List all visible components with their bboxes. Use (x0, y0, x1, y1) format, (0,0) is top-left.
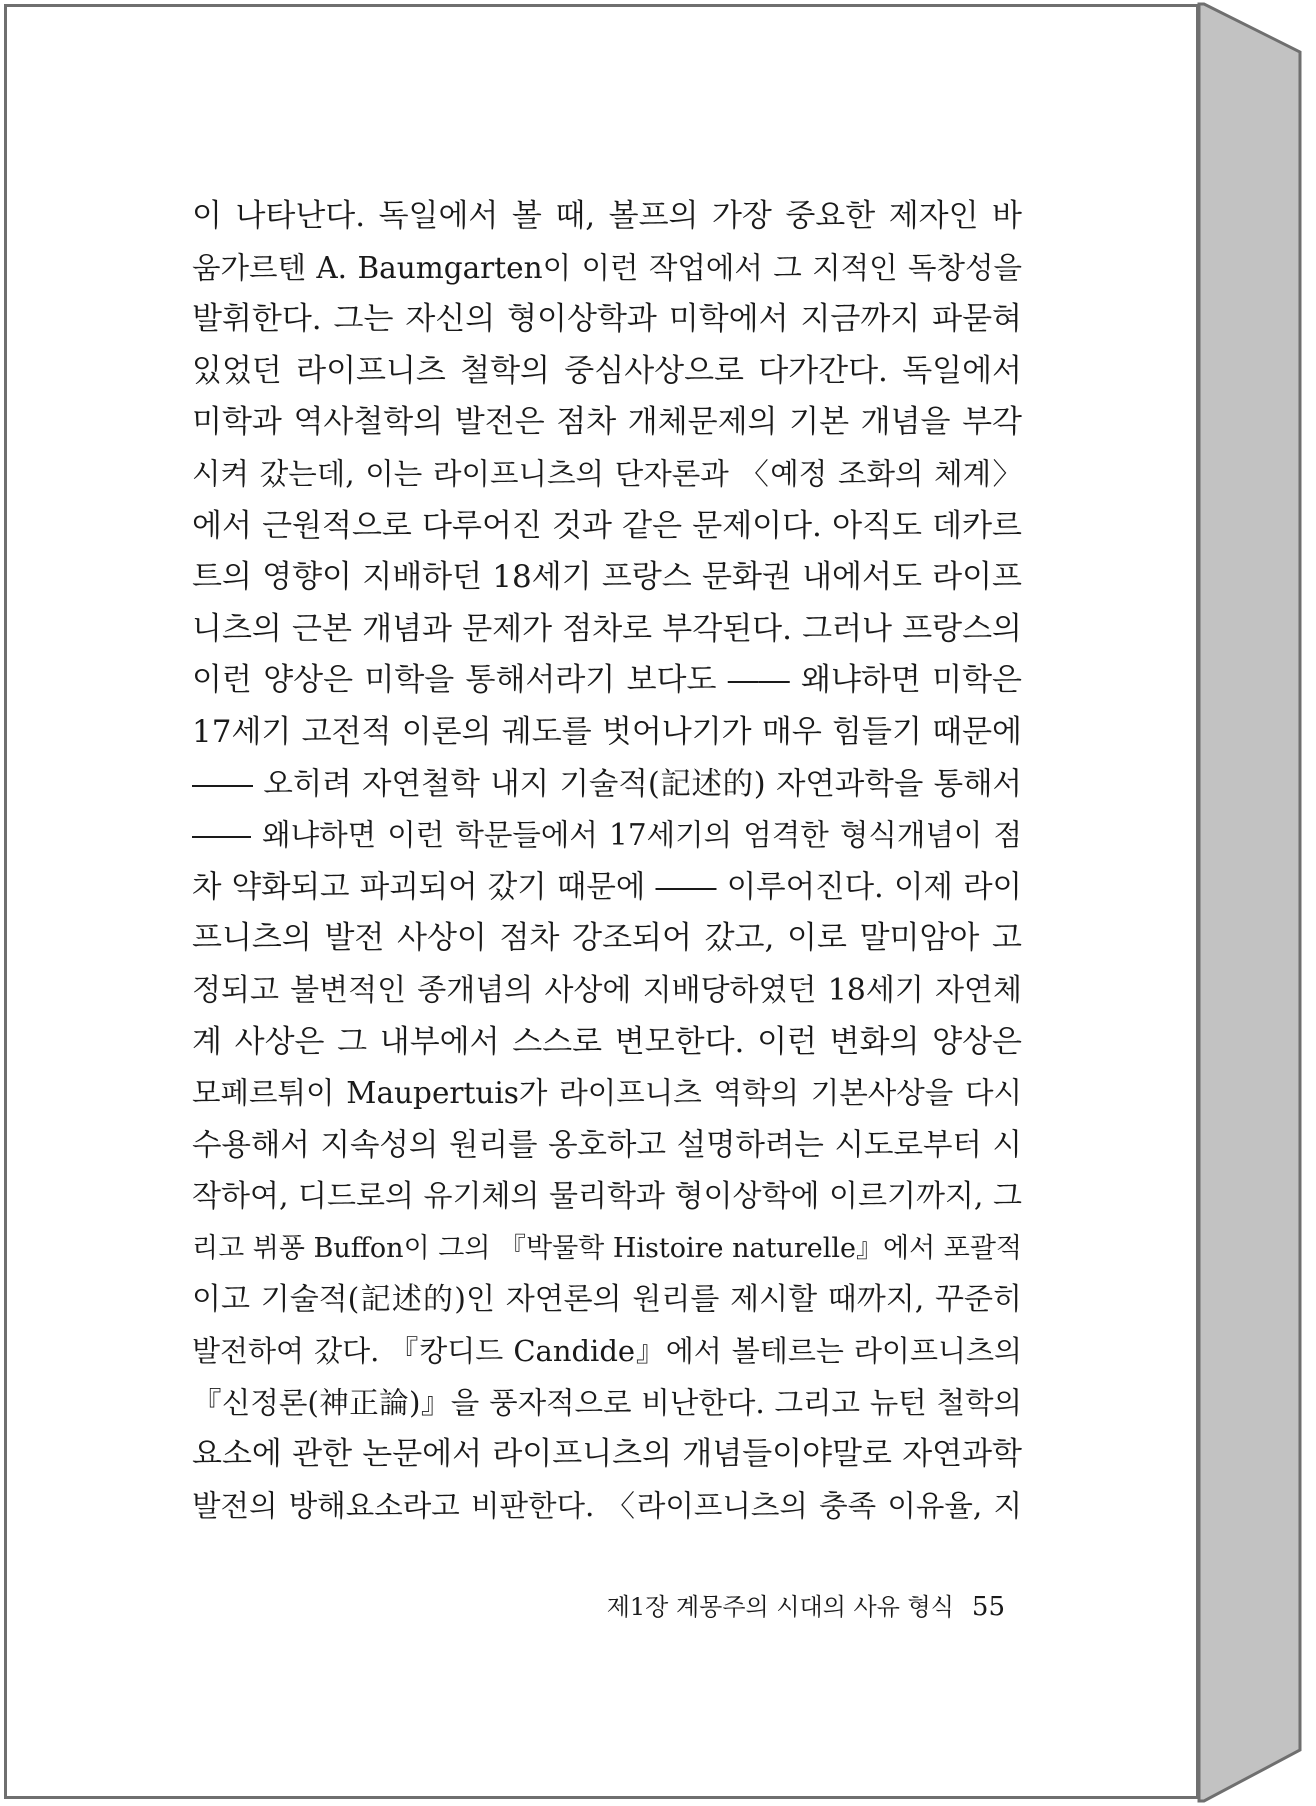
text-line: 『신정론(神正論)』을 풍자적으로 비난한다. 그리고 뉴턴 철학의 (192, 1385, 1022, 1420)
text-line: 수용해서 지속성의 원리를 옹호하고 설명하려는 시도로부터 시 (192, 1127, 1022, 1163)
text-line: 트의 영향이 지배하던 18세기 프랑스 문화권 내에서도 라이프 (192, 559, 1022, 596)
text-line: 이런 양상은 미학을 통해서라기 보다도 ―― 왜냐하면 미학은 (192, 662, 1022, 699)
running-footer (560, 1587, 1005, 1627)
text-line: ―― 오히려 자연철학 내지 기술적(記述的) 자연과학을 통해서 (192, 766, 1022, 802)
text-line: 이고 기술적(記述的)인 자연론의 원리를 제시할 때까지, 꾸준히 (192, 1282, 1022, 1318)
text-line: 17세기 고전적 이론의 궤도를 벗어나기가 매우 힘들기 때문에 (192, 713, 1022, 750)
text-line: 있었던 라이프니츠 철학의 중심사상으로 다가간다. 독일에서 (192, 352, 1022, 389)
text-line: 정되고 불변적인 종개념의 사상에 지배당하였던 18세기 자연체 (192, 972, 1022, 1008)
text-line: 요소에 관한 논문에서 라이프니츠의 개념들이야말로 자연과학 (192, 1436, 1022, 1473)
text-line: 리고 뷔퐁 Buffon이 그의 『박물학 Histoire naturelle』에서 포괄적 (192, 1232, 1022, 1264)
body-text (192, 191, 1022, 1532)
text-line: 미학과 역사철학의 발전은 점차 개체문제의 기본 개념을 부각 (192, 404, 1022, 441)
text-line: 니츠의 근본 개념과 문제가 점차로 부각된다. 그러나 프랑스의 (192, 610, 1022, 647)
text-line: 모페르튀이 Maupertuis가 라이프니츠 역학의 기본사상을 다시 (192, 1076, 1022, 1111)
text-line: 작하여, 디드로의 유기체의 물리학과 형이상학에 이르기까지, 그 (192, 1179, 1022, 1215)
text-line: ―― 왜냐하면 이런 학문들에서 17세기의 엄격한 형식개념이 점 (192, 818, 1022, 853)
chapter-title: 제1장 계몽주의 시대의 사유 형식 (606, 1593, 954, 1621)
text-line: 발전의 방해요소라고 비판한다. 〈라이프니츠의 충족 이유율, 지 (192, 1488, 1022, 1523)
text-line: 발휘한다. 그는 자신의 형이상학과 미학에서 지금까지 파묻혀 (192, 301, 1022, 338)
text-line: 발전하여 갔다. 『캉디드 Candide』에서 볼테르는 라이프니츠의 (192, 1334, 1022, 1369)
page-number: 55 (971, 1592, 1005, 1622)
text-line: 이 나타난다. 독일에서 볼 때, 볼프의 가장 중요한 제자인 바 (192, 198, 1022, 234)
text-line: 프니츠의 발전 사상이 점차 강조되어 갔고, 이로 말미암아 고 (192, 920, 1022, 957)
text-line: 차 약화되고 파괴되어 갔기 때문에 ―― 이루어진다. 이제 라이 (192, 869, 1022, 905)
text-line: 계 사상은 그 내부에서 스스로 변모한다. 이런 변화의 양상은 (192, 1023, 1022, 1060)
text-line: 시켜 갔는데, 이는 라이프니츠의 단자론과 〈예정 조화의 체계〉 (192, 456, 1022, 491)
text-line: 에서 근원적으로 다루어진 것과 같은 문제이다. 아직도 데카르 (192, 507, 1022, 544)
text-line: 움가르텐 A. Baumgarten이 이런 작업에서 그 지적인 독창성을 (192, 250, 1022, 285)
